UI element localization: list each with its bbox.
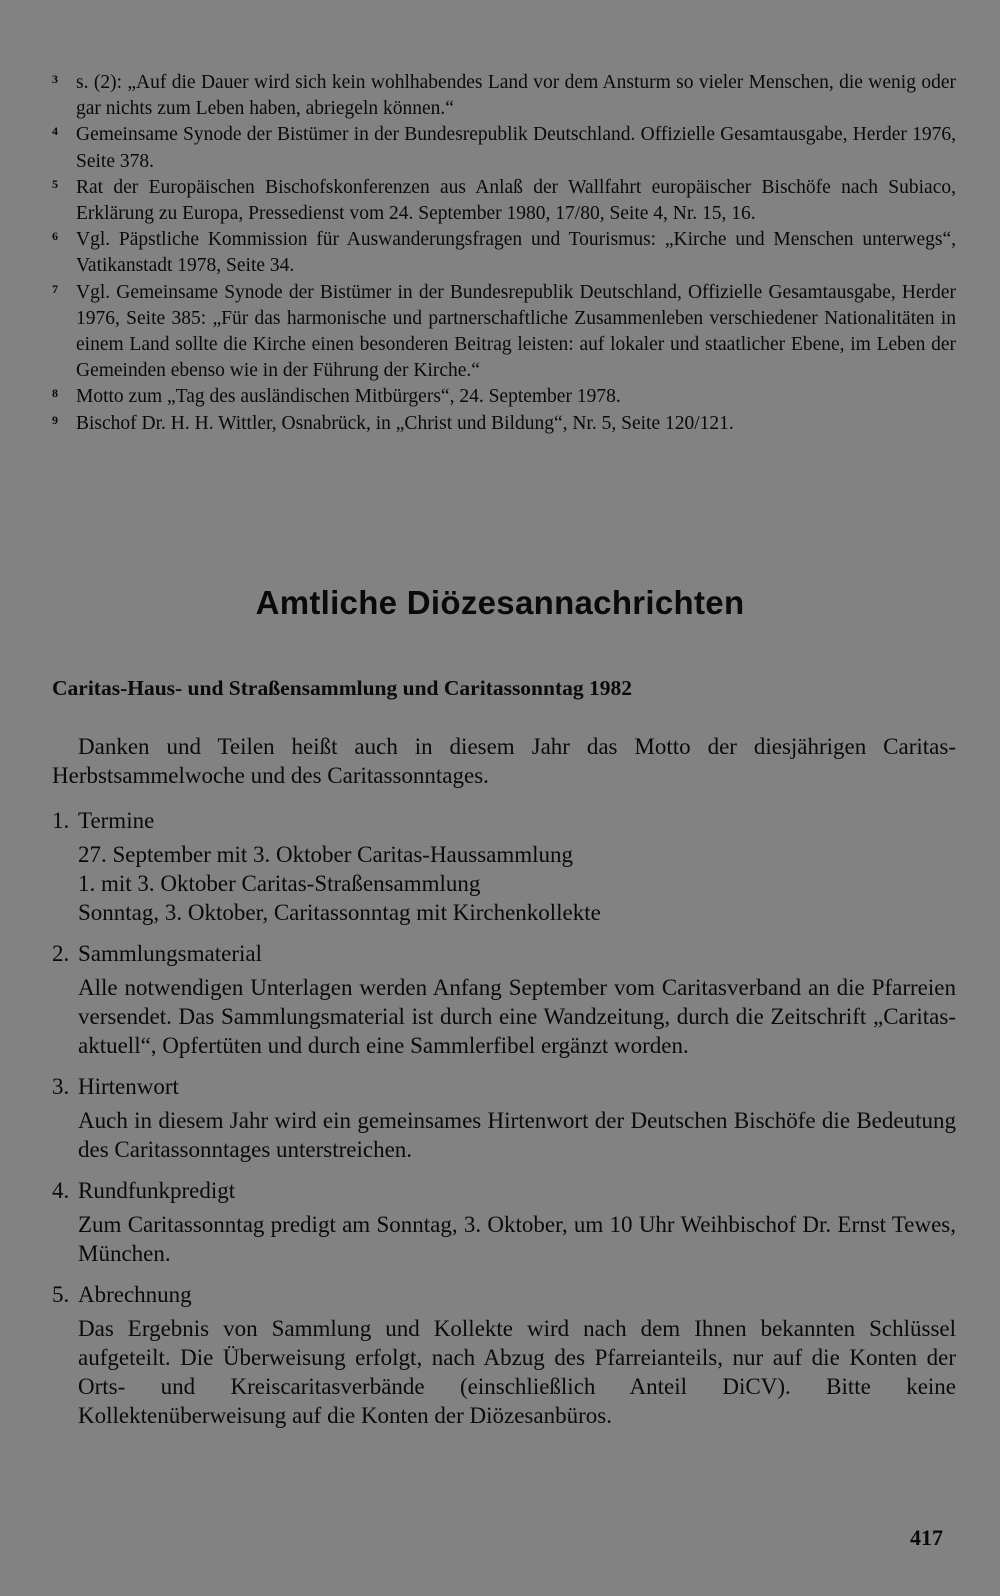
- item-number: 4.: [52, 1178, 70, 1203]
- item-body: Auch in diesem Jahr wird ein gemeinsames Hirtenwort der Deutschen Bischöfe die Bedeutung des Caritassonntages unterstreichen.: [78, 1108, 956, 1162]
- footnote: [52, 122, 956, 174]
- list-item-rundfunkpredigt: [52, 1176, 956, 1268]
- footnote-number: 5: [52, 176, 58, 191]
- footnote: [52, 70, 956, 122]
- item-body: Alle notwendigen Unterlagen werden Anfang September vom Caritasverband an die Pfarreien versendet. Das Sammlungsmaterial ist durch eine Wandzeitung, durch die Zeitschrift „Caritas-aktuell“, Opfertüten und durch eine Sammlerfibel ergänzt worden.: [78, 975, 956, 1058]
- footnote-number: 4: [52, 124, 58, 139]
- footnote: [52, 280, 956, 385]
- footnote-text: Vgl. Gemeinsame Synode der Bistümer in der Bundesrepublik Deutschland, Offizielle Gesamtausgabe, Herder 1976, Seite 385: „Für das harmonische und partnerschaftliche Zusammenleben verschiedener Nationalitäten in einem Land sollte die Kirche einen besonderen Beitrag leisten: auf lokaler und staatlicher Ebene, im Leben der Gemeinden ebenso wie in der Führung der Kirche.“: [76, 281, 956, 382]
- page-number: 417: [910, 1525, 943, 1550]
- footnote-text: s. (2): „Auf die Dauer wird sich kein wohlhabendes Land vor dem Ansturm so vieler Menschen, die wenig oder gar nichts zum Leben haben, abriegeln können.“: [76, 72, 956, 120]
- item-number: 5.: [52, 1282, 70, 1307]
- footnote-text: Bischof Dr. H. H. Wittler, Osnabrück, in „Christ und Bildung“, Nr. 5, Seite 120/121.: [76, 412, 734, 434]
- article-body: [52, 732, 956, 1442]
- item-heading-row: [52, 1072, 956, 1101]
- schedule-line: 27. September mit 3. Oktober Caritas-Haussammlung: [78, 842, 574, 867]
- footnote: [52, 227, 956, 279]
- schedule-line: Sonntag, 3. Oktober, Caritassonntag mit Kirchenkollekte: [78, 900, 601, 925]
- footnote: [52, 411, 956, 437]
- item-body: [52, 840, 956, 927]
- item-body: Zum Caritassonntag predigt am Sonntag, 3. Oktober, um 10 Uhr Weihbischof Dr. Ernst Tewes, München.: [78, 1212, 956, 1266]
- footnote-number: 7: [52, 281, 58, 296]
- footnote-text: Rat der Europäischen Bischofskonferenzen aus Anlaß der Wallfahrt europäischer Bischöfe nach Subiaco, Erklärung zu Europa, Pressedienst vom 24. September 1980, 17/80, Seite 4, Nr. 15, 16.: [76, 176, 956, 225]
- item-heading: Hirtenwort: [78, 1074, 179, 1099]
- footnote-number: 3: [52, 72, 58, 86]
- footnotes: [52, 70, 956, 437]
- schedule-line: 1. mit 3. Oktober Caritas-Straßensammlung: [78, 871, 481, 896]
- item-heading: Abrechnung: [78, 1282, 192, 1307]
- footnote-text: Vgl. Päpstliche Kommission für Auswanderungsfragen und Tourismus: „Kirche und Menschen unterwegs“, Vatikanstadt 1978, Seite 34.: [76, 229, 956, 277]
- footnote-number: 9: [52, 412, 58, 427]
- item-number: 3.: [52, 1074, 70, 1099]
- item-heading-row: [52, 1280, 956, 1309]
- footnote-number: 6: [52, 229, 58, 244]
- item-heading: Rundfunkpredigt: [78, 1178, 236, 1203]
- list-item-sammlungsmaterial: [52, 939, 956, 1060]
- section-title: Amtliche Diözesannachrichten: [255, 584, 745, 621]
- item-heading-row: [52, 939, 956, 968]
- list-item-hirtenwort: [52, 1072, 956, 1164]
- item-number: 1.: [52, 808, 70, 833]
- item-number: 2.: [52, 941, 70, 966]
- footnote: [52, 175, 956, 227]
- footnote-text: Motto zum „Tag des ausländischen Mitbürgers“, 24. September 1978.: [76, 386, 621, 408]
- item-heading-row: [52, 806, 956, 835]
- item-body: Das Ergebnis von Sammlung und Kollekte wird nach dem Ihnen bekannten Schlüssel aufgeteilt. Die Überweisung erfolgt, nach Abzug des Pfarreianteils, nur auf die Konten der Orts- und Kreiscaritasverbände (einschließlich Anteil DiCV). Bitte keine Kollektenüberweisung auf die Konten der Diözesanbüros.: [78, 1316, 956, 1428]
- subsection-title: Caritas-Haus- und Straßensammlung und Caritassonntag 1982: [52, 676, 633, 700]
- list-item-termine: [52, 806, 956, 927]
- footnote-text: Gemeinsame Synode der Bistümer in der Bundesrepublik Deutschland. Offizielle Gesamtausgabe, Herder 1976, Seite 378.: [76, 124, 956, 172]
- intro-paragraph: Danken und Teilen heißt auch in diesem Jahr das Motto der diesjährigen Caritas-Herbstsammelwoche und des Caritassonntages.: [52, 734, 956, 788]
- item-heading: Sammlungsmaterial: [78, 941, 262, 966]
- item-heading: Termine: [78, 808, 155, 833]
- list-item-abrechnung: [52, 1280, 956, 1430]
- footnote: [52, 384, 956, 410]
- footnote-number: 8: [52, 386, 58, 401]
- item-heading-row: [52, 1176, 956, 1205]
